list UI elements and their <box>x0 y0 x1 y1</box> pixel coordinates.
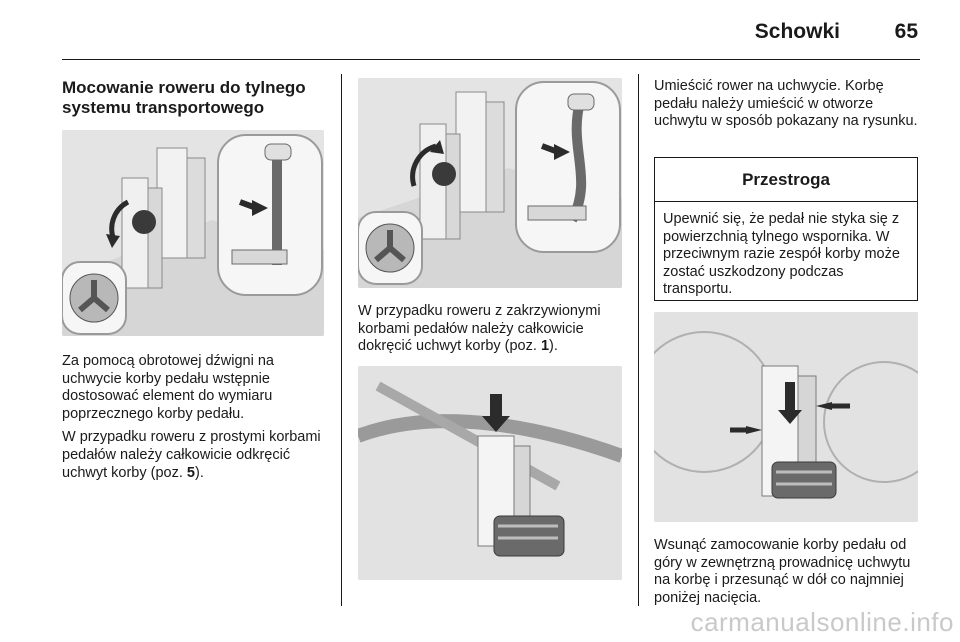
section-title: Schowki <box>754 20 840 43</box>
position-number: 5 <box>186 464 195 481</box>
right-paragraph-2: Wsunąć zamocowanie korby pedału od góry w zewnętrzną prowadnicę uchwytu na korbę i przesunąć w dół co najmniej poniżej nacięcia. <box>654 537 911 606</box>
position-number: 1 <box>540 338 550 355</box>
right-text-top <box>654 78 920 131</box>
middle-text <box>358 303 626 356</box>
pedal-guide-drawing <box>654 312 918 522</box>
left-text <box>62 353 324 482</box>
caution-box <box>654 157 918 301</box>
left-paragraph-1: Za pomocą obrotowej dźwigni na uchwycie korby pedału wstępnie dostosować element do wymiaru poprzecznego korby pedału. <box>62 353 274 422</box>
caution-title: Przestroga <box>655 158 917 202</box>
illustration-crank-lever <box>62 130 324 336</box>
left-column <box>62 78 324 118</box>
middle-paragraph-1: W przypadku roweru z zakrzywionymi korbami pedałów należy całkowicie dokręcić uchwyt korby (poz. 1). <box>358 303 601 355</box>
section-heading: Mocowanie roweru do tylnego systemu transportowego <box>62 78 306 117</box>
page-header <box>62 14 920 60</box>
pedal-holder-drawing <box>358 366 622 580</box>
page-number: 65 <box>894 20 918 43</box>
column-divider-right <box>638 74 639 606</box>
right-text-bottom <box>654 537 920 607</box>
illustration-pedal-in-holder <box>358 366 622 580</box>
right-paragraph-1: Umieścić rower na uchwycie. Korbę pedału należy umieścić w otworze uchwytu w sposób pokazany na rysunku. <box>654 78 918 130</box>
left-paragraph-2: W przypadku roweru z prostymi korbami pedałów należy całkowicie odkręcić uchwyt korby (poz. 5). <box>62 429 321 481</box>
illustration-crank-holder <box>358 78 622 288</box>
crank-holder-drawing <box>358 78 622 288</box>
crank-lever-drawing <box>62 130 324 336</box>
watermark: carmanualsonline.info <box>690 607 954 637</box>
illustration-pedal-guide <box>654 312 918 522</box>
caution-text: Upewnić się, że pedał nie styka się z powierzchnią tylnego wspornika. W przeciwnym razie zespół korby może zostać uszkodzony podczas transportu. <box>663 211 900 298</box>
column-divider-left <box>341 74 342 606</box>
